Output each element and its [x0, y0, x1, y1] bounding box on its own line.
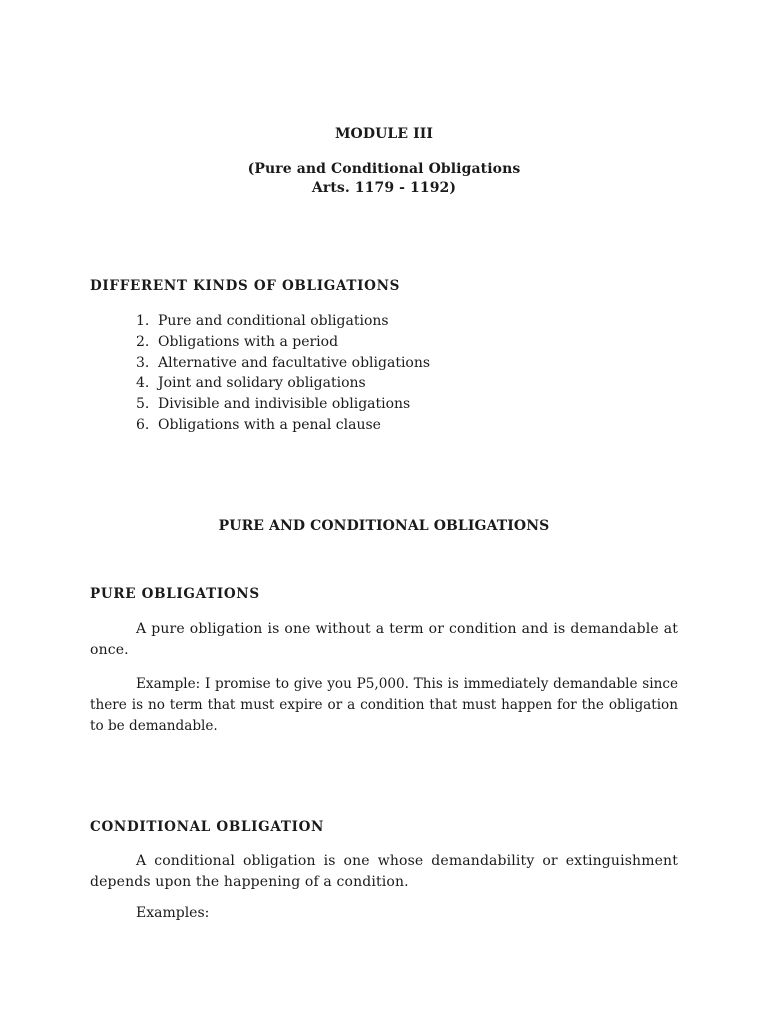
module-title: MODULE III	[334, 126, 434, 142]
list-item-number: 5.	[136, 396, 150, 413]
list-item	[136, 394, 430, 415]
module-subtitle-line-2: Arts. 1179 - 1192)	[311, 180, 457, 196]
pure-obligation-example: Example: I promise to give you P5,000. This is immediately demandable since there is no term that must expire or a condition that must happen for the obligation to be demandable.	[90, 676, 678, 734]
list-item	[136, 415, 430, 436]
section-title: PURE AND CONDITIONAL OBLIGATIONS	[218, 518, 550, 534]
list-item-text: Alternative and facultative obligations	[158, 354, 431, 371]
list-item	[136, 373, 430, 394]
list-item-text: Obligations with a period	[158, 333, 339, 350]
examples-label: Examples:	[136, 905, 210, 921]
kinds-list	[136, 311, 430, 436]
kinds-heading: DIFFERENT KINDS OF OBLIGATIONS	[90, 278, 401, 294]
list-item-text: Obligations with a penal clause	[158, 416, 381, 433]
list-item	[136, 353, 430, 374]
list-item	[136, 332, 430, 353]
list-item-text: Divisible and indivisible obligations	[158, 396, 411, 413]
list-item-text: Pure and conditional obligations	[158, 313, 389, 329]
list-item-text: Joint and solidary obligations	[158, 375, 366, 392]
pure-obligation-definition: A pure obligation is one without a term or condition and is demandable at once.	[90, 621, 678, 658]
conditional-obligation-heading: CONDITIONAL OBLIGATION	[90, 819, 325, 835]
list-item-number: 1.	[136, 313, 150, 329]
list-item-number: 2.	[136, 333, 150, 350]
module-subtitle-line-1: (Pure and Conditional Obligations	[247, 161, 521, 177]
list-item-number: 4.	[136, 375, 150, 392]
list-item-number: 3.	[136, 354, 150, 371]
pure-obligations-heading: PURE OBLIGATIONS	[90, 586, 260, 602]
conditional-obligation-definition: A conditional obligation is one whose demandability or extinguishment depends upon the happening of a condition.	[90, 853, 678, 890]
list-item	[136, 311, 430, 332]
list-item-number: 6.	[136, 416, 150, 433]
